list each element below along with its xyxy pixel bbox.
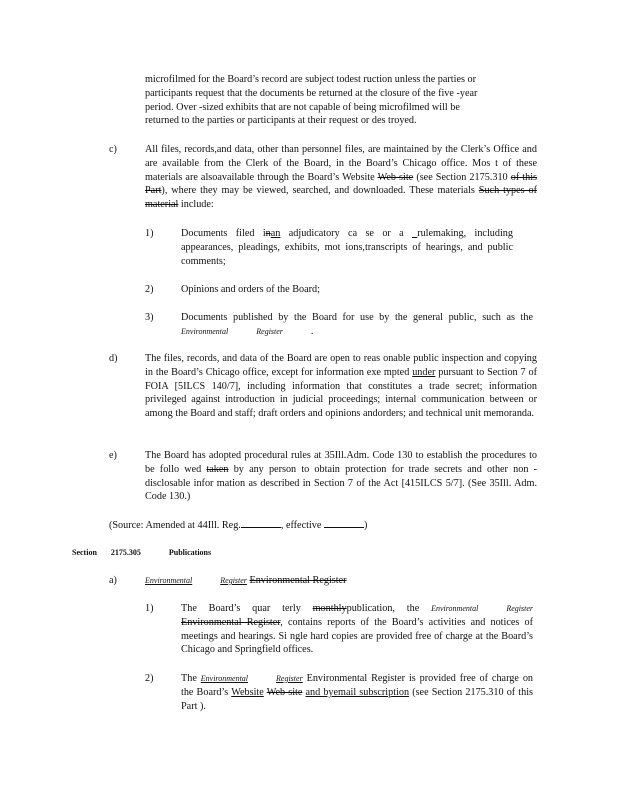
paragraph-c1 (181, 227, 513, 268)
source-text: (Source: Amended at 44Ill. Reg. (109, 520, 241, 531)
underlined-text: and byemail subscription (305, 686, 410, 698)
paragraph-c-text: All files, records,and data, other than personnel files, are maintained by the Clerk’s Office and are available from the Clerk of the Board, in the Board’s Chicago office. Mos t of these materials are alsoavailable through the Board’s Website (145, 144, 537, 183)
italic-title: Environmental (145, 576, 193, 585)
intro-line: period. Over -sized exhibits that are not capable of being microfilmed will be (145, 101, 460, 113)
item-label-c: c) (109, 144, 117, 155)
italic-title: Register (256, 326, 283, 336)
item-label-d: d) (109, 353, 118, 364)
section-label: Section (72, 548, 97, 557)
paragraph-sa1-text: , contains reports of the Board’s activities and notices of meetings and hearings. Si ngle hard copies are provided free of charge at the Board’s Chicago and Springfield offices. (181, 616, 533, 656)
paragraph-c3-text: Documents published by the Board for use by the general public, such as the (181, 312, 533, 323)
paragraph-sa1-text: publication, the (346, 603, 420, 614)
item-label-c3: 3) (145, 312, 154, 323)
italic-title: Register (506, 604, 533, 613)
intro-line: microfilmed for the Board’s record are subject todest ruction unless the parties or (145, 74, 476, 85)
section-title: Publications (168, 548, 212, 557)
underlined-text: Website (231, 686, 264, 698)
blank-line (241, 518, 281, 528)
paragraph-sa1-text: The Board’s quar terly (181, 603, 301, 614)
paragraph-c-text: include: (180, 199, 214, 211)
section-heading (72, 546, 372, 560)
item-label-sa2: 2) (145, 673, 154, 684)
struck-text: Environmental Register (249, 575, 347, 586)
italic-title: Environmental (200, 674, 249, 683)
paragraph-c1-text: rulemaking, including appearances, pleadings, exhibits, mot ions,transcripts of hearings, and public comments; (181, 228, 513, 267)
paragraph-sa2-text: Environmental Register is provided free of charge on the Board’s (181, 673, 534, 698)
paragraph-d-text: pursuant to Section 7 of FOIA [5ILCS 140/7], including information that constitutes a trade secret; information privileged against introduction in judicial proceedings; internal communication between or among the Board and staff; draft orders and opinions andorders; and technical unit memoranda. (145, 366, 537, 420)
item-label-sa1: 1) (145, 603, 154, 614)
struck-text: of this Part (145, 171, 538, 197)
paragraph-sa2 (181, 672, 533, 713)
struck-text: Web site (377, 171, 414, 183)
item-label-sa: a) (109, 575, 117, 586)
paragraph-sa2-text: (see Section 2175.310 of this Part ). (181, 686, 534, 712)
underlined-text: _ (412, 228, 418, 239)
section-number: 2175.305 (110, 548, 141, 557)
intro-line: returned to the parties or participants at their request or des troyed. (145, 115, 417, 127)
source-text: , effective (280, 520, 322, 531)
paragraph-e-text: by any person to obtain protection for trade secrets and other non -disclosable infor mation as described in Section 7 of the Act [415ILCS 5/7]. (See 35Ill. Adm. Code 130.) (145, 463, 538, 503)
intro-paragraph (145, 73, 537, 128)
paragraph-d (145, 352, 537, 421)
underlined-text: under (412, 366, 436, 378)
item-label-e: e) (109, 450, 117, 461)
source-text: ) (363, 520, 368, 531)
italic-title: Environmental (431, 604, 479, 613)
source-note (109, 518, 529, 533)
italic-title: Register (276, 674, 303, 683)
struck-text: taken (206, 463, 229, 475)
italic-title: Environmental (181, 326, 229, 336)
paragraph-sa1 (181, 602, 533, 657)
struck-text: n (265, 228, 271, 239)
underlined-text: an (270, 228, 281, 239)
paragraph-c-text: ), where they may be viewed, searched, and downloaded. These materials (161, 185, 475, 197)
paragraph-c (145, 143, 537, 212)
paragraph-sa2-text: The (181, 673, 197, 684)
struck-text: Such types of material (145, 185, 538, 211)
italic-title: Register (220, 576, 247, 585)
intro-line: participants request that the documents be returned at the closure of the five -year (145, 87, 478, 99)
paragraph-c1-text: Documents filed i (181, 228, 266, 239)
paragraph-d-text: The files, records, and data of the Board are open to reas onable public inspection and copying in the Board’s Chicago office, except for information exe mpted (145, 353, 537, 378)
item-label-c2: 2) (145, 284, 154, 295)
paragraph-c3-text: . (310, 325, 314, 337)
blank-line (324, 518, 364, 528)
paragraph-c2: Opinions and orders of the Board; (181, 284, 320, 295)
paragraph-e (145, 449, 537, 504)
paragraph-c3 (181, 311, 533, 339)
item-label-c1: 1) (145, 228, 154, 239)
paragraph-e-text: The Board has adopted procedural rules at 35Ill.Adm. Code 130 to establish the procedures to be follo wed (145, 450, 537, 475)
struck-text: monthly (312, 603, 347, 614)
paragraph-c1-text: adjudicatory ca se or a (280, 228, 413, 239)
paragraph-c-text: (see Section 2175.310 (416, 171, 508, 183)
struck-text: Environmental Register (181, 616, 281, 628)
struck-text: Web site (266, 686, 303, 698)
paragraph-sa (145, 574, 525, 588)
